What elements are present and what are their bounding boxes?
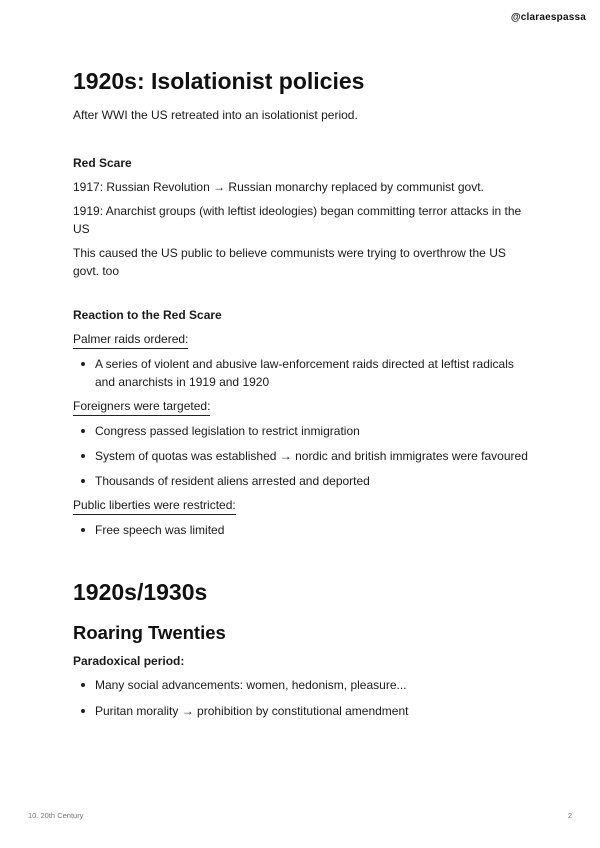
section-title-isolationist: 1920s: Isolationist policies bbox=[73, 68, 365, 94]
list-item: Thousands of resident aliens arrested and deported bbox=[95, 472, 533, 490]
footer-chapter: 10. 20th Century bbox=[28, 811, 84, 820]
list-item: A series of violent and abusive law-enforcement raids directed at leftist radicals and anarchists in 1919 and 1920 bbox=[95, 355, 533, 391]
red-scare-heading: Red Scare bbox=[73, 155, 132, 170]
list-item: Many social advancements: women, hedonism, pleasure... bbox=[95, 676, 533, 694]
author-handle: @claraespassa bbox=[510, 12, 586, 23]
section-title-1920s-1930s: 1920s/1930s bbox=[73, 578, 208, 605]
liberties-list bbox=[73, 521, 533, 539]
red-scare-paragraph: 1917: Russian Revolution → Russian monarchy replaced by communist govt. bbox=[73, 179, 484, 194]
palmer-list bbox=[73, 355, 533, 391]
foreigners-list bbox=[73, 422, 533, 490]
red-scare-paragraph: 1919: Anarchist groups (with leftist ideologies) began committing terror attacks in the US bbox=[73, 203, 522, 236]
red-scare-paragraph: This caused the US public to believe communists were trying to overthrow the US govt. too bbox=[73, 245, 506, 278]
list-item: Free speech was limited bbox=[95, 521, 533, 539]
group-label-foreigners: Foreigners were targeted: bbox=[73, 399, 210, 416]
list-item: Congress passed legislation to restrict inmigration bbox=[95, 422, 533, 440]
group-label-palmer: Palmer raids ordered: bbox=[73, 332, 188, 349]
intro-text: After WWI the US retreated into an isolationist period. bbox=[73, 107, 358, 122]
page-number: 2 bbox=[567, 811, 572, 820]
list-item: System of quotas was established → nordic and british immigrates were favoured bbox=[95, 447, 533, 465]
group-label-liberties: Public liberties were restricted: bbox=[73, 498, 236, 515]
reaction-heading: Reaction to the Red Scare bbox=[73, 307, 222, 322]
paradoxical-heading: Paradoxical period: bbox=[73, 654, 185, 669]
roaring-list bbox=[73, 676, 533, 720]
list-item: Puritan morality → prohibition by constitutional amendment bbox=[95, 702, 533, 720]
page-content bbox=[73, 68, 533, 720]
subsection-title-roaring-twenties: Roaring Twenties bbox=[73, 622, 226, 644]
